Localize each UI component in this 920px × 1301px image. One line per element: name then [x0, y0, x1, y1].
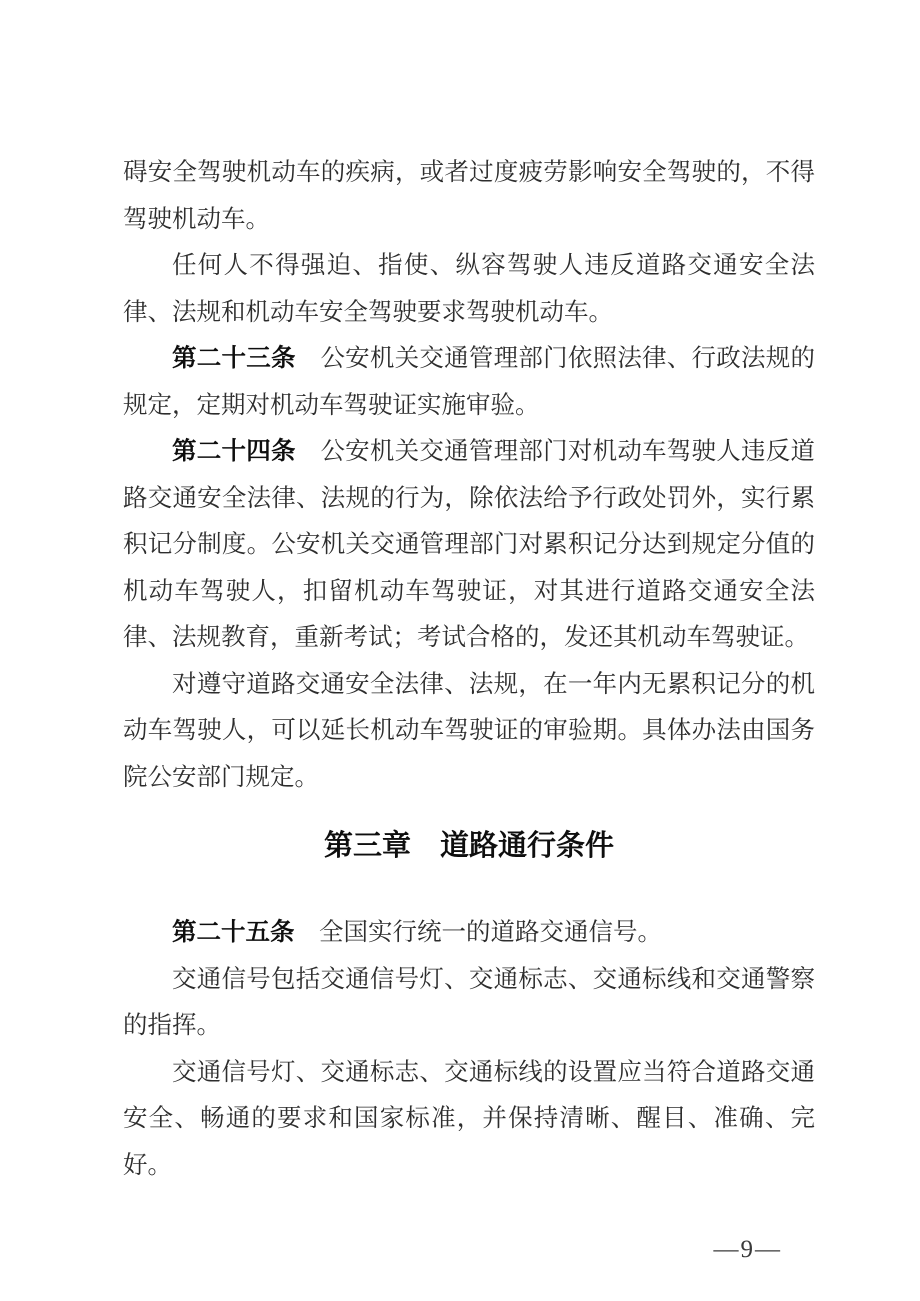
article-number-bold-run: 第三章 道路通行条件	[323, 830, 614, 862]
text-run: 对遵守道路交通安全法律、法规，在一年内无累积记分的机动车驾驶人，可以延长机动车驾驶证的审验期。具体办法由国务院公安部门规定。	[123, 670, 815, 791]
article-number-bold-run: 第二十三条	[172, 345, 296, 372]
text-run: 公安机关交通管理部门对机动车驾驶人违反道路交通安全法律、法规的行为，除依法给予行政处罚外，实行累积记分制度。公安机关交通管理部门对累积记分达到规定分值的机动车驾驶人，扣留机动车驾驶证，对其进行道路交通安全法律、法规教育，重新考试；考试合格的，发还其机动车驾驶证。	[123, 438, 816, 651]
paragraph	[123, 150, 815, 243]
text-run: 交通信号包括交通信号灯、交通标志、交通标线和交通警察的指挥。	[123, 965, 815, 1039]
paragraph	[123, 429, 815, 662]
text-run: 全国实行统一的道路交通信号。	[294, 919, 662, 946]
text-run: 公安机关交通管理部门依照法律、行政法规的规定，定期对机动车驾驶证实施审验。	[123, 345, 816, 419]
text-run: 交通信号灯、交通标志、交通标线的设置应当符合道路交通安全、畅通的要求和国家标准，并保持清晰、醒目、准确、完好。	[123, 1058, 815, 1179]
paragraph	[123, 1050, 815, 1190]
text-run: 任何人不得强迫、指使、纵容驾驶人违反道路交通安全法律、法规和机动车安全驾驶要求驾驶机动车。	[123, 252, 815, 326]
article-number-bold-run: 第二十五条	[172, 919, 295, 946]
paragraph	[123, 243, 815, 336]
article-number-bold-run: 第二十四条	[172, 438, 296, 465]
chapter-heading	[123, 826, 815, 866]
page-footer	[714, 1236, 783, 1264]
paragraph	[123, 336, 815, 429]
paragraph	[123, 957, 815, 1050]
page-number: —9—	[713, 1236, 782, 1263]
text-run: 碍安全驾驶机动车的疾病，或者过度疲劳影响安全驾驶的，不得驾驶机动车。	[123, 159, 815, 233]
document-body	[123, 150, 815, 1189]
paragraph	[123, 910, 815, 957]
paragraph	[123, 662, 815, 802]
